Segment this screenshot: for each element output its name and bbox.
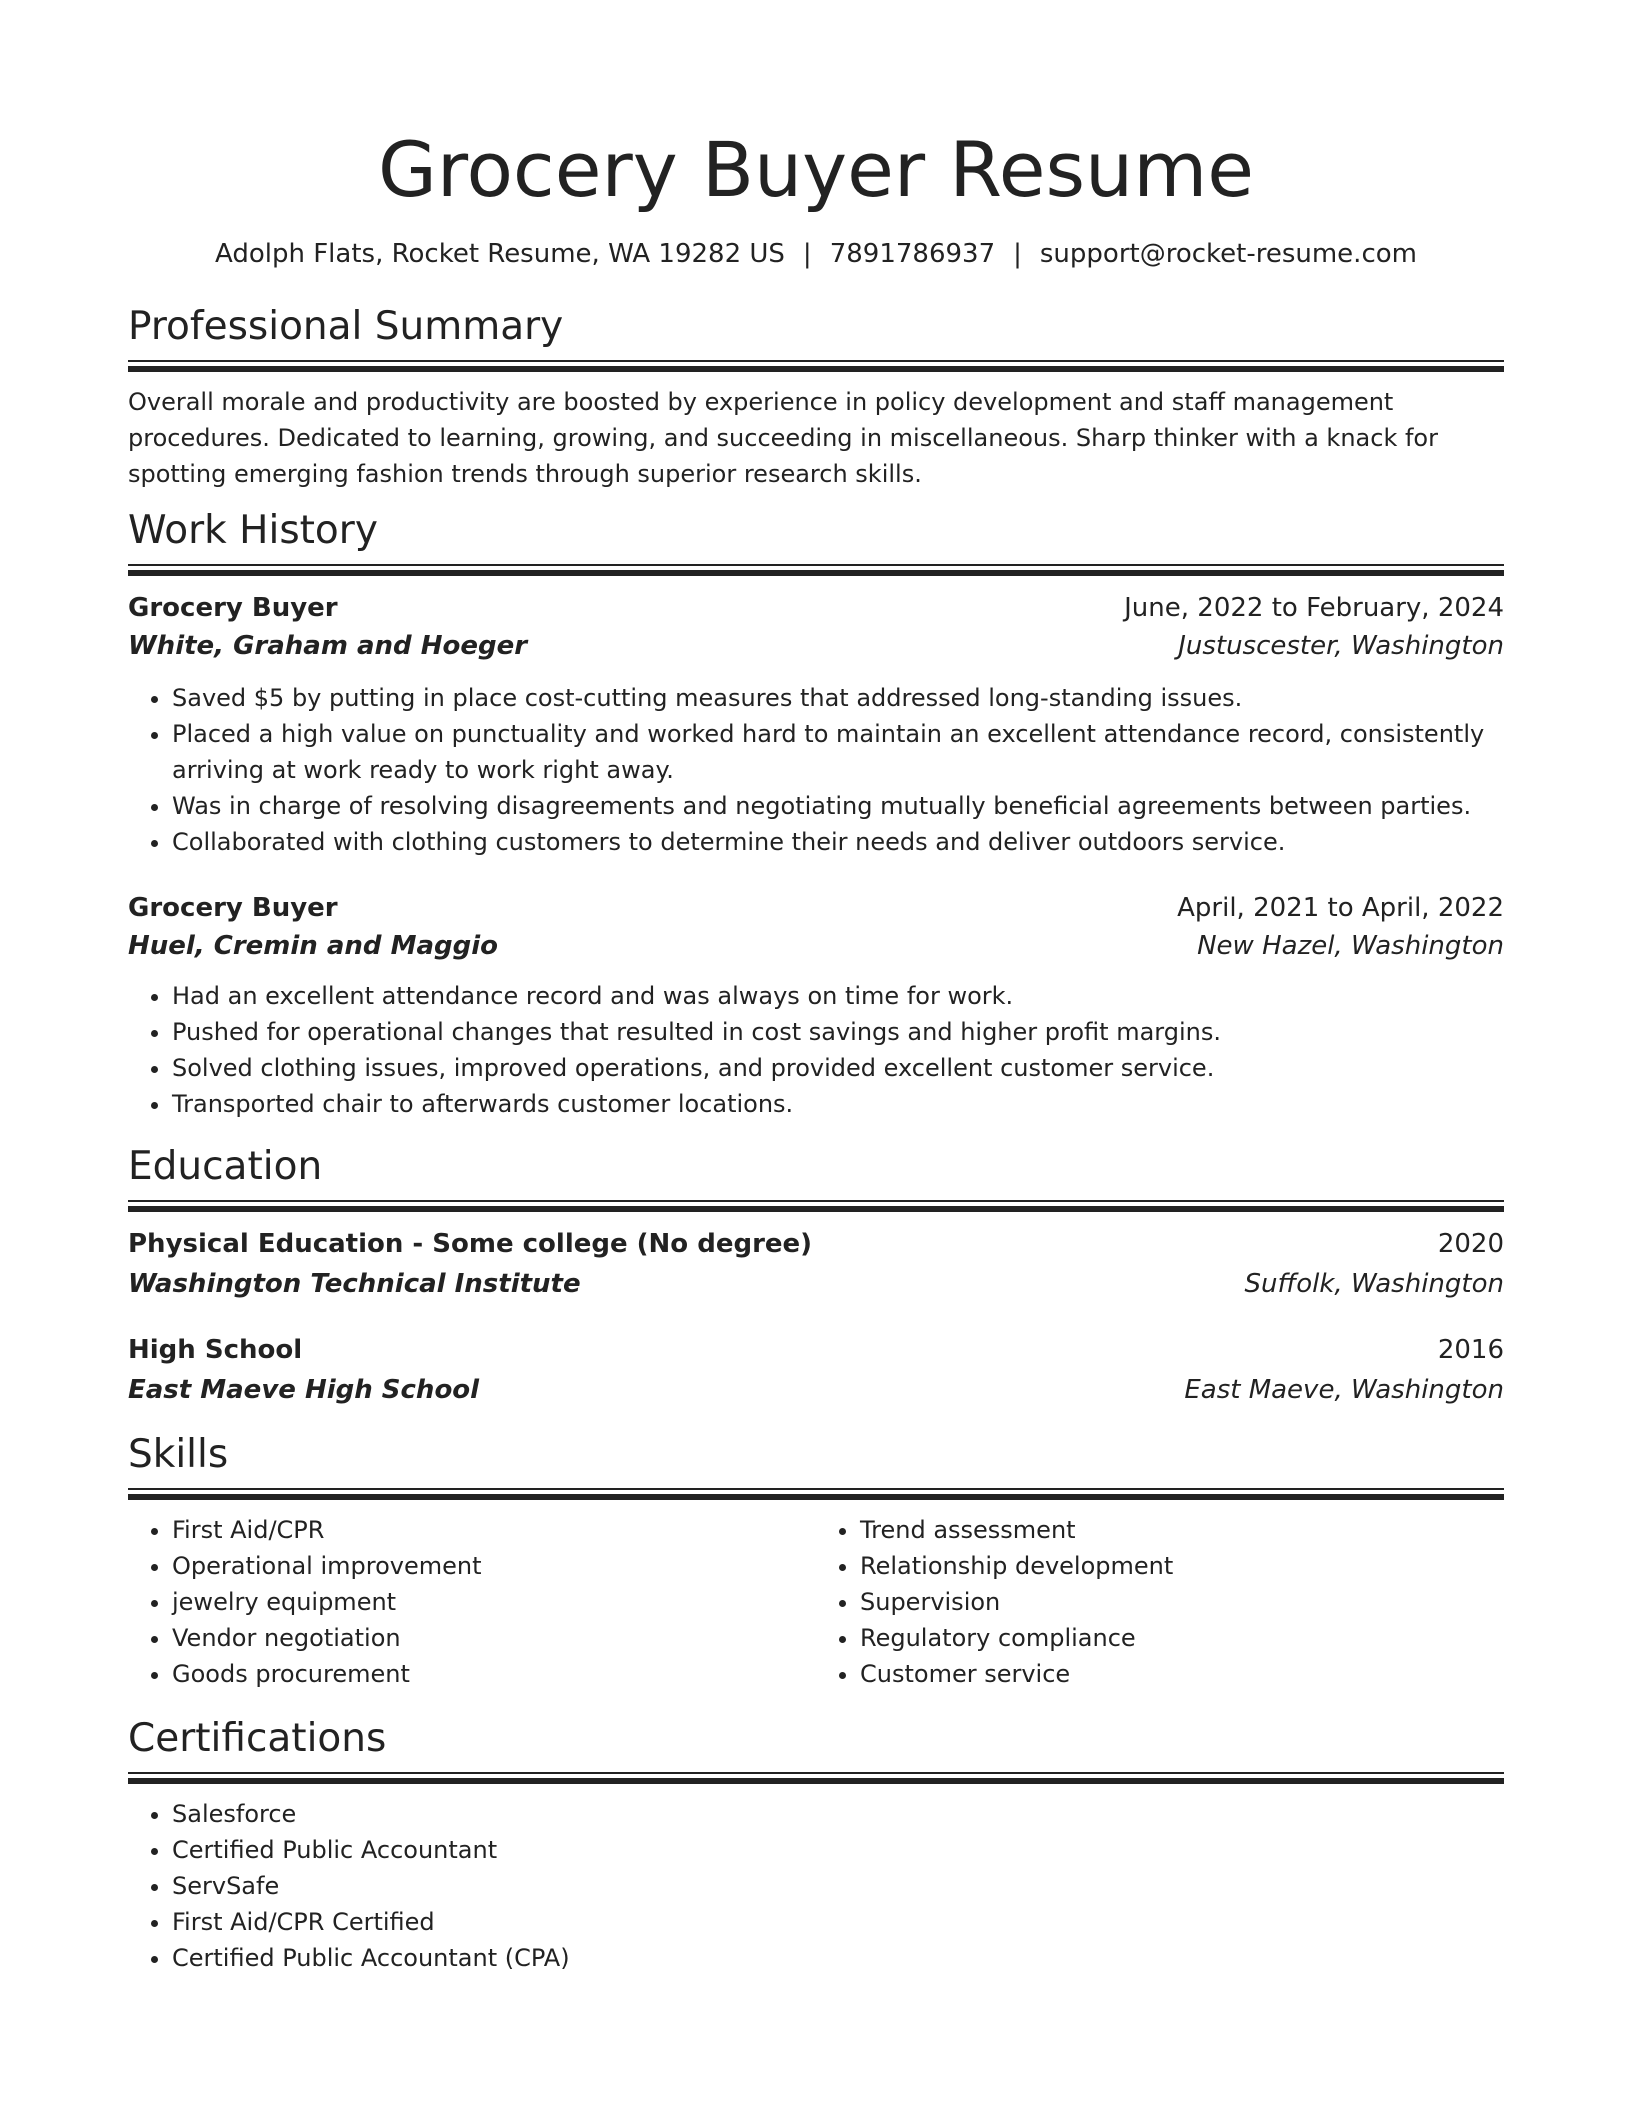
job-dates: April, 2021 to April, 2022 <box>1177 893 1504 923</box>
list-item: • Operational improvement <box>172 1548 816 1584</box>
education-location: Suffolk, Washington <box>1244 1269 1504 1299</box>
education-year: 2016 <box>1437 1335 1504 1365</box>
job-company: White, Graham and Hoeger <box>128 631 528 661</box>
contact-separator: | <box>802 239 812 269</box>
section-divider <box>128 1772 1504 1784</box>
list-item: • Relationship development <box>860 1548 1504 1584</box>
education-location: East Maeve, Washington <box>1184 1375 1504 1405</box>
education-year: 2020 <box>1437 1229 1504 1259</box>
job-title: Grocery Buyer <box>128 593 338 623</box>
education-subheader <box>128 1372 1504 1408</box>
section-title-summary: Professional Summary <box>128 304 564 349</box>
contact-phone: 7891786937 <box>829 239 996 269</box>
list-item: • Customer service <box>860 1656 1504 1692</box>
job-subheader <box>128 928 1504 964</box>
job-company: Huel, Cremin and Maggio <box>128 931 498 961</box>
education-degree: High School <box>128 1335 303 1365</box>
list-item: • Certified Public Accountant (CPA) <box>172 1940 1504 1976</box>
list-item: • Collaborated with clothing customers to determine their needs and deliver outdoors service. <box>172 824 1504 860</box>
certifications-list <box>128 1796 1504 1976</box>
education-degree: Physical Education - Some college (No degree) <box>128 1229 813 1259</box>
section-title-education: Education <box>128 1144 323 1189</box>
job-entry <box>128 590 1504 860</box>
section-divider <box>128 1488 1504 1500</box>
job-location: Justuscester, Washington <box>1178 631 1504 661</box>
contact-line <box>128 236 1504 272</box>
summary-text: Overall morale and productivity are boosted by experience in policy development and staff management procedures. Dedicated to learning, growing, and succeeding in miscellaneous. Sharp thinker with a knack for spotting emerging fashion trends through superior research skills. <box>128 388 1438 488</box>
job-subheader <box>128 628 1504 664</box>
list-item: • First Aid/CPR <box>172 1512 816 1548</box>
contact-address: Adolph Flats, Rocket Resume, WA 19282 US <box>215 239 785 269</box>
job-header <box>128 890 1504 926</box>
section-title-work: Work History <box>128 508 378 553</box>
list-item: • Placed a high value on punctuality and worked hard to maintain an excellent attendance record, consistently arriving at work ready to work right away. <box>172 716 1504 788</box>
list-item: • Certified Public Accountant <box>172 1832 1504 1868</box>
list-item: • Trend assessment <box>860 1512 1504 1548</box>
education-subheader <box>128 1266 1504 1302</box>
skills-list-left <box>128 1512 816 1692</box>
list-item: • Salesforce <box>172 1796 1504 1832</box>
list-item: • Saved $5 by putting in place cost-cutting measures that addressed long-standing issues. <box>172 680 1504 716</box>
education-school: East Maeve High School <box>128 1375 480 1405</box>
work-section <box>128 506 1504 1122</box>
section-divider <box>128 564 1504 576</box>
education-header <box>128 1226 1504 1262</box>
job-bullets <box>128 680 1504 860</box>
list-item: • ServSafe <box>172 1868 1504 1904</box>
certifications-section <box>128 1714 1504 1976</box>
section-title-skills: Skills <box>128 1432 229 1477</box>
job-title: Grocery Buyer <box>128 893 338 923</box>
skills-list-right <box>816 1512 1504 1692</box>
job-header <box>128 590 1504 626</box>
list-item: • jewelry equipment <box>172 1584 816 1620</box>
education-header <box>128 1332 1504 1368</box>
education-school: Washington Technical Institute <box>128 1269 581 1299</box>
summary-section <box>128 302 1504 492</box>
skills-columns <box>128 1512 1504 1692</box>
skills-section <box>128 1430 1504 1692</box>
list-item: • Goods procurement <box>172 1656 816 1692</box>
resume-title: Grocery Buyer Resume <box>377 125 1255 214</box>
education-entry <box>128 1226 1504 1302</box>
section-title-certifications: Certifications <box>128 1716 387 1761</box>
list-item: • Pushed for operational changes that resulted in cost savings and higher profit margins. <box>172 1014 1504 1050</box>
list-item: • Solved clothing issues, improved operations, and provided excellent customer service. <box>172 1050 1504 1086</box>
list-item: • Supervision <box>860 1584 1504 1620</box>
list-item: • First Aid/CPR Certified <box>172 1904 1504 1940</box>
list-item: • Transported chair to afterwards customer locations. <box>172 1086 1504 1122</box>
section-divider <box>128 1200 1504 1212</box>
education-section <box>128 1142 1504 1408</box>
contact-email[interactable]: support@rocket-resume.com <box>1039 239 1417 269</box>
education-entry <box>128 1332 1504 1408</box>
section-divider <box>128 360 1504 372</box>
job-bullets <box>128 978 1504 1122</box>
list-item: • Had an excellent attendance record and was always on time for work. <box>172 978 1504 1014</box>
job-location: New Hazel, Washington <box>1197 931 1504 961</box>
list-item: • Vendor negotiation <box>172 1620 816 1656</box>
list-item: • Was in charge of resolving disagreements and negotiating mutually beneficial agreements between parties. <box>172 788 1504 824</box>
list-item: • Regulatory compliance <box>860 1620 1504 1656</box>
contact-separator: | <box>1013 239 1022 269</box>
job-dates: June, 2022 to February, 2024 <box>1124 593 1504 623</box>
job-entry <box>128 890 1504 1122</box>
